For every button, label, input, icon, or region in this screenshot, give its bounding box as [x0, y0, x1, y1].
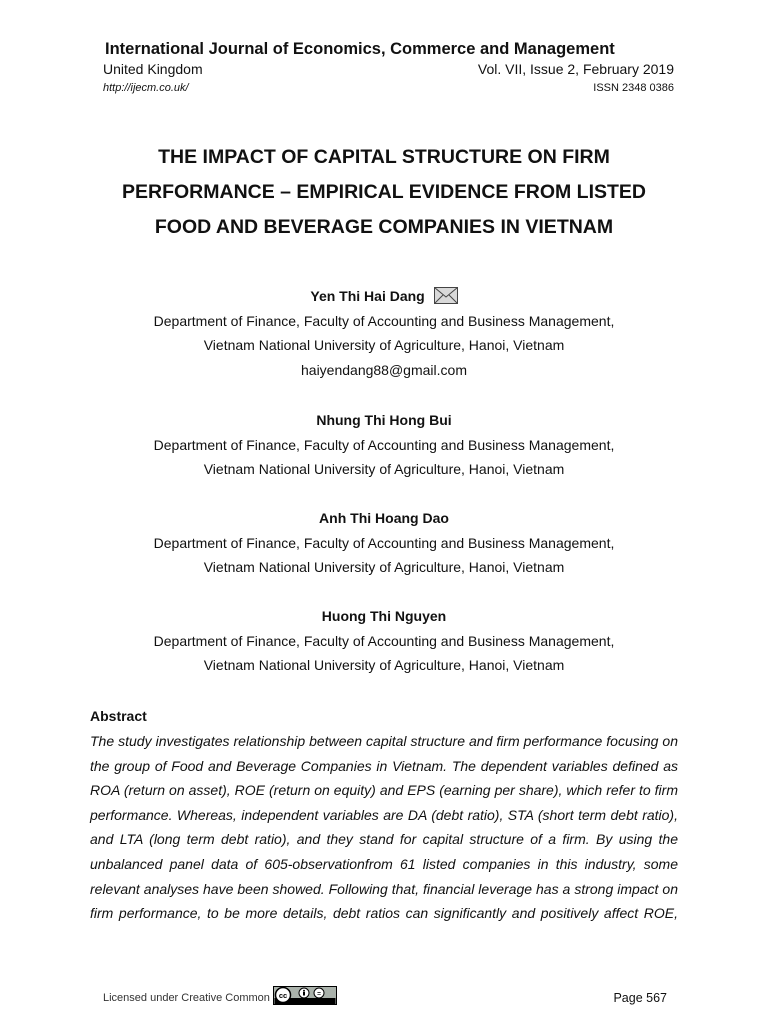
abstract-heading: Abstract: [90, 708, 147, 724]
abstract-line: and LTA (long term debt ratio), and they stand for capital structure of a firm. By using the: [90, 831, 678, 848]
author-affiliation: Department of Finance, Faculty of Accounting and Business Management,: [153, 312, 615, 329]
author-affiliation: Department of Finance, Faculty of Accounting and Business Management,: [153, 632, 615, 649]
paper-title-line: FOOD AND BEVERAGE COMPANIES IN VIETNAM: [154, 216, 614, 238]
author-block: [90, 506, 678, 580]
abstract-line: unbalanced panel data of 605-observationfrom 61 listed companies in this industry, some: [90, 855, 678, 872]
abstract-line: the group of Food and Beverage Companies in Vietnam. The dependent variables defined as: [90, 757, 678, 774]
author-affiliation: Department of Finance, Faculty of Accounting and Business Management,: [153, 534, 615, 551]
journal-volume: Vol. VII, Issue 2, February 2019: [477, 61, 674, 77]
author-affiliation: Vietnam National University of Agriculture, Hanoi, Vietnam: [203, 657, 565, 673]
paper-title-line: PERFORMANCE – EMPIRICAL EVIDENCE FROM LISTED: [121, 181, 646, 203]
author-email[interactable]: haiyendang88@gmail.com: [301, 361, 467, 378]
paper-title-line: THE IMPACT OF CAPITAL STRUCTURE ON FIRM: [158, 146, 610, 168]
author-affiliation: Vietnam National University of Agriculture, Hanoi, Vietnam: [203, 337, 565, 353]
author-block: [90, 604, 678, 678]
author-affiliation: Department of Finance, Faculty of Accounting and Business Management,: [153, 436, 615, 453]
svg-text:cc: cc: [278, 991, 288, 1000]
creative-commons-badge[interactable]: [273, 986, 337, 1005]
author-name: Yen Thi Hai Dang: [310, 288, 425, 304]
journal-url[interactable]: http://ijecm.co.uk/: [103, 82, 189, 94]
envelope-icon[interactable]: [434, 287, 458, 304]
author-name: Nhung Thi Hong Bui: [316, 412, 452, 428]
abstract-body: [90, 729, 678, 926]
license-text: Licensed under Creative Common: [103, 992, 270, 1004]
abstract-line: ROA (return on asset), ROE (return on equity) and EPS (earning per share), which refer to firm: [90, 782, 678, 799]
author-affiliation: Vietnam National University of Agriculture, Hanoi, Vietnam: [203, 461, 565, 477]
abstract-line: relevant analyses have been showed. Following that, financial leverage has a strong impact on: [90, 880, 678, 897]
journal-country: United Kingdom: [103, 61, 203, 77]
svg-text:=: =: [317, 990, 321, 998]
author-affiliation: Vietnam National University of Agriculture, Hanoi, Vietnam: [203, 559, 565, 575]
journal-issn: ISSN 2348 0386: [593, 82, 674, 94]
author-name: Huong Thi Nguyen: [321, 608, 447, 624]
journal-title: International Journal of Economics, Commerce and Management: [105, 40, 615, 58]
abstract-line: firm performance, to be more details, debt ratios can significantly and positively affect ROE,: [90, 905, 678, 922]
paper-title: [90, 140, 678, 245]
abstract-line: performance. Whereas, independent variables are DA (debt ratio), STA (short term debt ratio),: [90, 806, 678, 823]
author-block: [90, 408, 678, 482]
author-block: [90, 284, 678, 382]
page-number: Page 567: [613, 991, 667, 1005]
author-name: Anh Thi Hoang Dao: [319, 510, 449, 526]
abstract-line: The study investigates relationship between capital structure and firm performance focusing on: [90, 733, 678, 749]
